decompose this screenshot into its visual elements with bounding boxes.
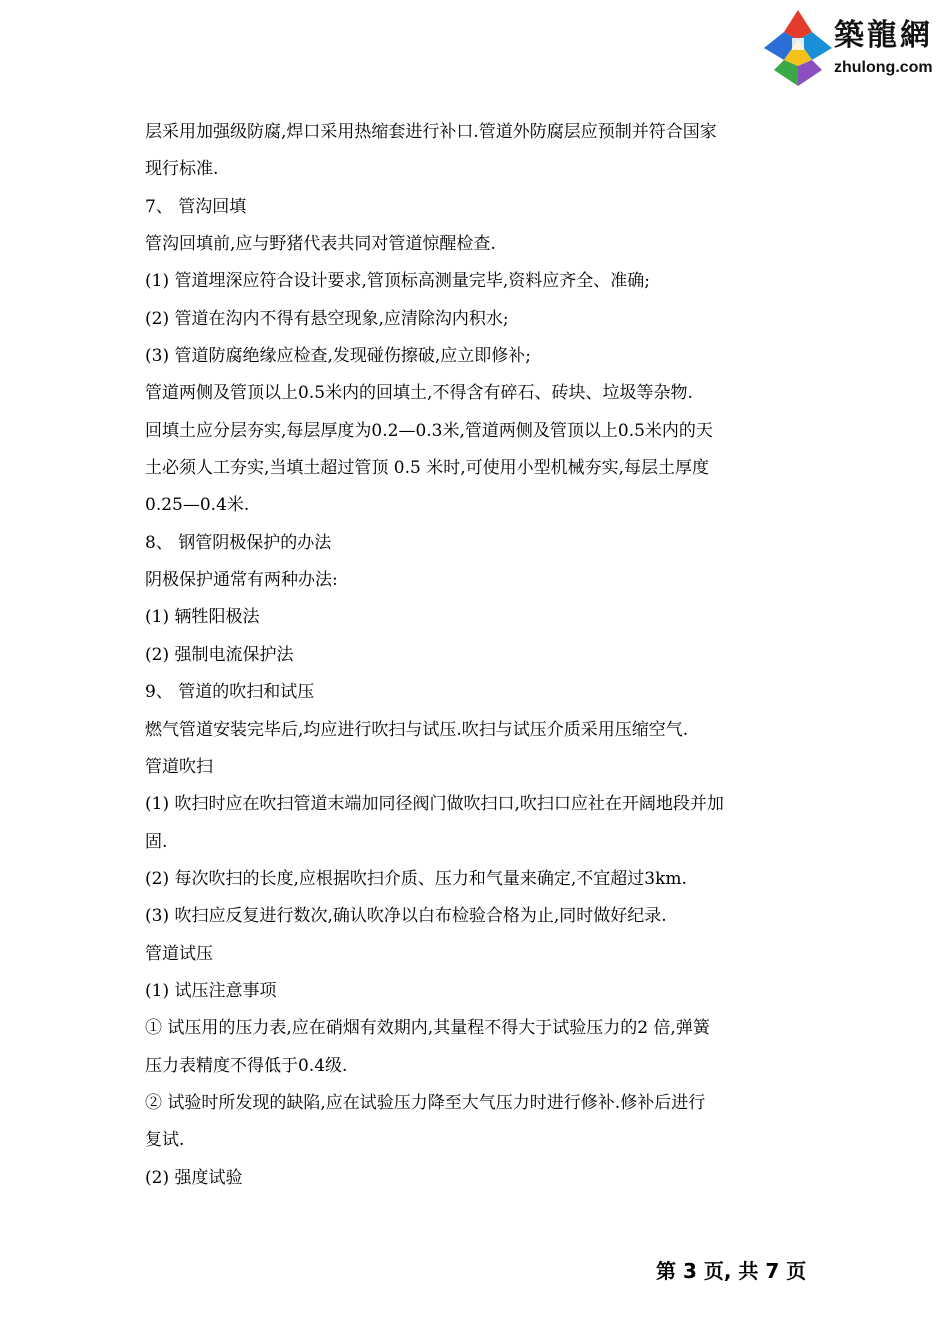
- list-item: (3) 管道防腐绝缘应检查,发现碰伤擦破,应立即修补;: [145, 346, 532, 367]
- text-line: 压力表精度不得低于0.4级.: [145, 1055, 348, 1076]
- zhulong-logo: [762, 8, 942, 88]
- logo-english-text: zhulong.com: [834, 59, 933, 76]
- section-heading: 8、 钢管阴极保护的办法: [145, 532, 332, 553]
- list-item: ① 试压用的压力表,应在硝烟有效期内,其量程不得大于试验压力的2 倍,弹簧: [145, 1018, 710, 1039]
- text-line: 0.25—0.4米.: [145, 495, 250, 516]
- list-item: (1) 管道埋深应符合设计要求,管顶标高测量完毕,资料应齐全、准确;: [145, 271, 651, 292]
- list-item: (2) 管道在沟内不得有悬空现象,应清除沟内积水;: [145, 308, 509, 329]
- list-item: (3) 吹扫应反复进行数次,确认吹净以白布检验合格为止,同时做好纪录.: [145, 906, 667, 927]
- text-line: 燃气管道安装完毕后,均应进行吹扫与试压.吹扫与试压介质采用压缩空气.: [145, 719, 689, 740]
- list-item: (2) 每次吹扫的长度,应根据吹扫介质、压力和气量来确定,不宜超过3km.: [145, 868, 687, 889]
- logo-chinese-text: 築龍網: [834, 18, 933, 53]
- page-number: 第 3 页, 共 7 页: [656, 1259, 807, 1283]
- list-item: ② 试验时所发现的缺陷,应在试验压力降至大气压力时进行修补.修补后进行: [145, 1092, 706, 1113]
- section-heading: 7、 管沟回填: [145, 196, 247, 217]
- text-line: 固.: [145, 831, 168, 852]
- text-line: 现行标准.: [145, 159, 219, 180]
- text-line: 管道两侧及管顶以上0.5米内的回填土,不得含有碎石、砖块、垃圾等杂物.: [145, 383, 693, 404]
- text-line: 土必须人工夯实,当填土超过管顶 0.5 米时,可使用小型机械夯实,每层土厚度: [145, 458, 710, 479]
- list-item: (1) 辆牲阳极法: [145, 607, 260, 628]
- text-line: 复试.: [145, 1130, 185, 1151]
- list-item: (1) 吹扫时应在吹扫管道末端加同径阀门做吹扫口,吹扫口应社在开阔地段并加: [145, 794, 724, 815]
- list-item: (1) 试压注意事项: [145, 980, 277, 1001]
- document-body: [145, 114, 815, 1197]
- list-item: (2) 强度试验: [145, 1167, 243, 1188]
- zhulong-logo-mark-icon: [764, 10, 832, 86]
- subsection-heading: 管道试压: [145, 943, 213, 964]
- text-line: 层采用加强级防腐,焊口采用热缩套进行补口.管道外防腐层应预制并符合国家: [145, 122, 717, 142]
- text-line: 管沟回填前,应与野猪代表共同对管道惊醒检查.: [145, 234, 496, 255]
- text-line: 阴极保护通常有两种办法:: [145, 570, 338, 591]
- list-item: (2) 强制电流保护法: [145, 644, 294, 665]
- section-heading: 9、 管道的吹扫和试压: [145, 682, 315, 703]
- subsection-heading: 管道吹扫: [145, 756, 213, 777]
- text-line: 回填土应分层夯实,每层厚度为0.2—0.3米,管道两侧及管顶以上0.5米内的天: [145, 420, 713, 441]
